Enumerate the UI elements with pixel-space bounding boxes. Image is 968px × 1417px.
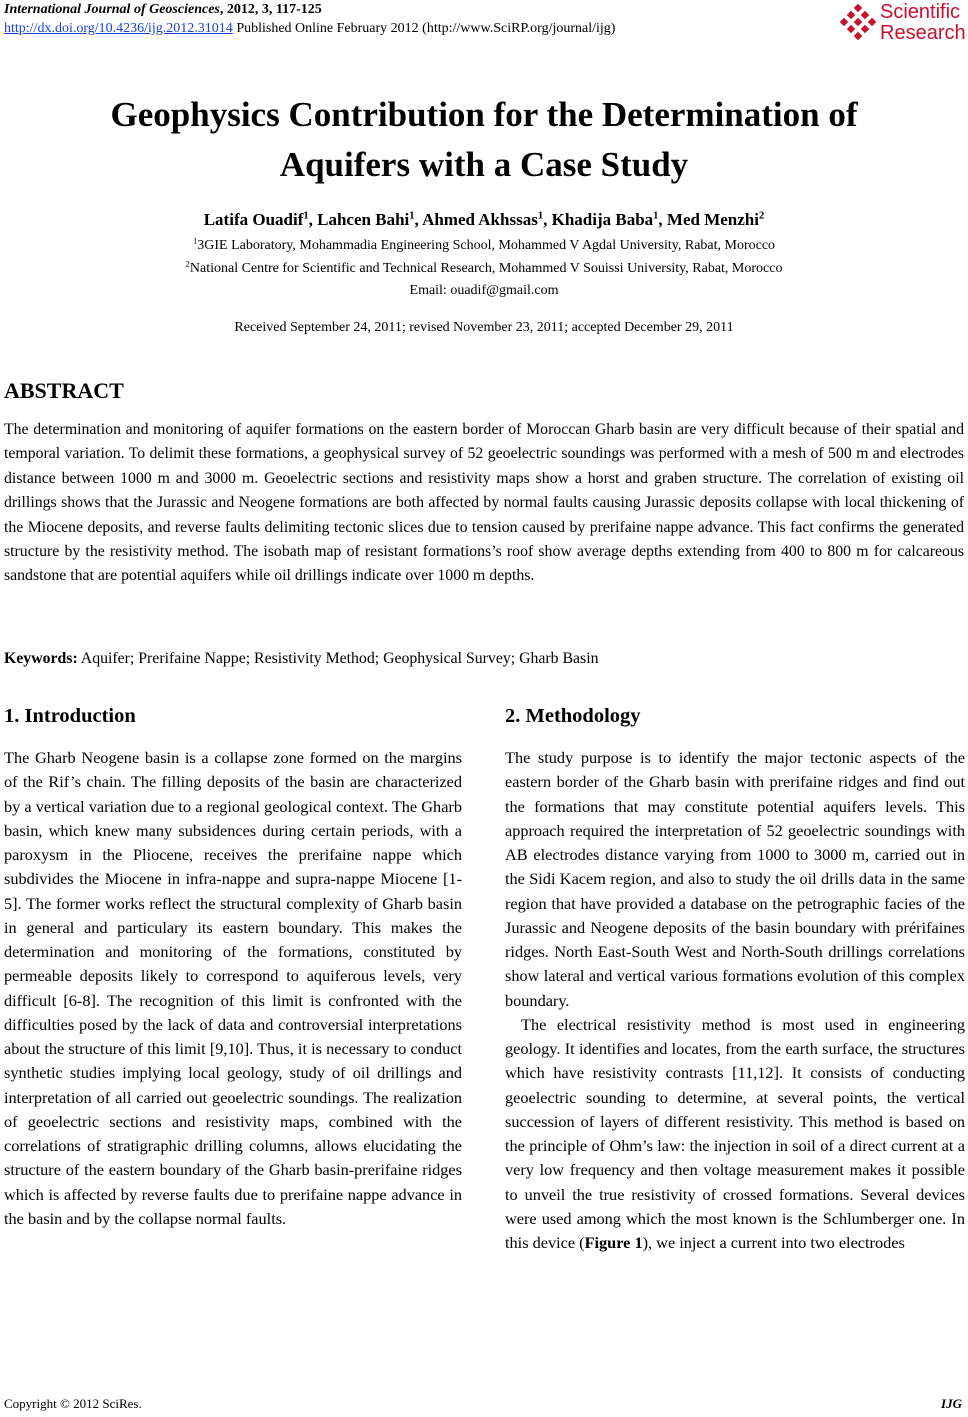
- section-2-heading: 2. Methodology: [505, 705, 641, 727]
- doi-line: [4, 20, 615, 38]
- footer-journal-abbr: IJG: [941, 1396, 962, 1411]
- author-name: Latifa Ouadif: [203, 210, 304, 229]
- affiliation-1: [0, 236, 968, 256]
- section-2-body: [505, 746, 965, 1255]
- author-separator: ,: [658, 210, 667, 229]
- author-email: Email: ouadif@gmail.com: [409, 283, 559, 298]
- abstract-heading: ABSTRACT: [4, 378, 124, 403]
- methodology-p2-end: ), we inject a current into two electrodes: [642, 1233, 905, 1252]
- affiliation-text: National Centre for Scientific and Technical Research, Mohammed V Souissi University, Rabat, Morocco: [189, 261, 783, 276]
- section-1-body: [4, 746, 462, 1231]
- footer-copyright: Copyright © 2012 SciRes.: [4, 1396, 142, 1411]
- author-affil-sup: 1: [303, 210, 309, 222]
- section-1-heading: 1. Introduction: [4, 705, 136, 727]
- abstract-text: The determination and monitoring of aquifer formations on the eastern border of Moroccan Gharb basin are very difficult because of their spatial and temporal variation. To delimit these formations, a geophysical survey of 52 geoelectric soundings was performed with a mesh of 500 m and electrodes distance between 1000 m and 3000 m. Geoelectric sections and resistivity maps show a horst and graben structure. The correlation of existing oil drillings shows that the Jurassic and Neogene formations are both affected by normal faults causing Jurassic deposits collapse with local thickening of the Miocene deposits, and reverse faults delimiting tectonic slices due to tension caused by prerifaine nappe advance. This fact confirms the generated structure by the resistivity method. The isobath map of resistant formations’s roof show average depths extending from 400 to 800 m for calcareous sandstone that are potential aquifers while oil drillings indicate over 1000 m depths.: [4, 421, 964, 585]
- logo-line-1: Scientific: [880, 1, 961, 23]
- author-affil-sup: 1: [653, 210, 659, 222]
- author-name: Med Menzhi: [666, 210, 759, 229]
- affiliation-2: [0, 259, 968, 279]
- affiliation-sup: 2: [185, 258, 190, 269]
- journal-name: International Journal of Geosciences: [4, 2, 220, 17]
- logo-text: [880, 2, 966, 44]
- methodology-p2-start: The electrical resistivity method is most used in engineering geology. It identifies and locates, from the earth surface, the structures which have resistivity contrasts [11,12]. It consists of conducting geoelectric sounding to determine, at several points, the vertical succession of layers of different resistivity. This method is based on the principle of Ohm’s law: the injection in soil of a direct current at a very low frequency and then voltage measurement makes it possible to unveil the true resistivity of crossed formations. Several devices were used among which the most known is the Schlumberger one. In this device (: [505, 1014, 965, 1252]
- author-name: Khadija Baba: [551, 210, 654, 229]
- journal-volume: , 2012, 3, 117-125: [219, 2, 322, 17]
- author-name: Lahcen Bahi: [317, 210, 410, 229]
- figure-1-reference[interactable]: Figure 1: [584, 1233, 643, 1252]
- logo-mark-icon: [838, 4, 878, 44]
- journal-citation: [4, 1, 322, 19]
- received-dates: Received September 24, 2011; revised November 23, 2011; accepted December 29, 2011: [234, 320, 734, 335]
- affiliation-text: 3GIE Laboratory, Mohammadia Engineering School, Mohammed V Agdal University, Rabat, Morocco: [197, 238, 776, 253]
- scientific-research-logo: [838, 2, 964, 46]
- intro-paragraph: The Gharb Neogene basin is a collapse zone formed on the margins of the Rif’s chain. The filling deposits of the basin are characterized by a vertical variation due to a regional geological context. The Gharb basin, which knew many subsidences during certain periods, with a paroxysm in the Pliocene, receives the prerifaine nappe which subdivides the Miocene in infra-nappe and supra-nappe Miocene [1-5]. The former works reflect the structural complexity of Gharb basin in general and particulary its eastern boundary. This makes the determination and monitoring of the formations, constituted by permeable deposits likely to correspond to aquiferous levels, very difficult [6-8]. The recognition of this limit is confronted with the difficulties posed by the lack of data and controversial interpretations about the structure of this limit [9,10]. Thus, it is necessary to conduct synthetic studies implying local geology, study of oil drillings and interpretation of all carried out geoelectric soundings. The realization of geoelectric sections and resistivity maps, combined with the correlations of stratigraphic drilling columns, allows elucidating the structure of the eastern boundary of the Gharb basin-prerifaine ridges which is affected by reverse faults due to prerifaine nappe advance in the basin and by the collapse normal faults.: [4, 748, 462, 1228]
- author-separator: ,: [308, 210, 318, 229]
- title-line-2: Aquifers with a Case Study: [279, 145, 689, 184]
- author-affil-sup: 2: [759, 210, 765, 222]
- keywords: [4, 650, 598, 668]
- doi-link[interactable]: http://dx.doi.org/10.4236/ijg.2012.31014: [4, 21, 233, 36]
- keywords-label: Keywords:: [4, 650, 78, 667]
- affiliation-sup: 1: [192, 235, 198, 246]
- paper-title: [0, 90, 968, 190]
- author-affil-sup: 1: [537, 210, 544, 222]
- author-affil-sup: 1: [409, 210, 415, 222]
- title-line-1: Geophysics Contribution for the Determination of: [110, 95, 858, 134]
- methodology-paragraph-2: [505, 1013, 965, 1256]
- published-online-text: Published Online February 2012 (http://www.SciRP.org/journal/ijg): [232, 21, 616, 36]
- methodology-paragraph-1: The study purpose is to identify the major tectonic aspects of the eastern border of the Gharb basin with prerifaine ridges and find out the formations that may constitute potential aquifers levels. This approach required the interpretation of 52 geoelectric soundings with AB electrodes distance varying from 1000 to 3000 m, carried out in the Sidi Kacem region, and also to study the oil drills data in the same region that have provided a database on the petrographic facies of the Jurassic and Neogene deposits of the basin boundary with prérifaines ridges. North East-South West and North-South drillings correlations show lateral and vertical various formations evolution of this complex boundary.: [505, 748, 965, 1010]
- author-separator: ,: [414, 210, 423, 229]
- keywords-text: Aquifer; Prerifaine Nappe; Resistivity Method; Geophysical Survey; Gharb Basin: [77, 650, 599, 667]
- author-list: [0, 208, 968, 232]
- author-name: Ahmed Akhssas: [422, 210, 538, 229]
- author-separator: ,: [543, 210, 552, 229]
- logo-line-2: Research: [880, 22, 966, 44]
